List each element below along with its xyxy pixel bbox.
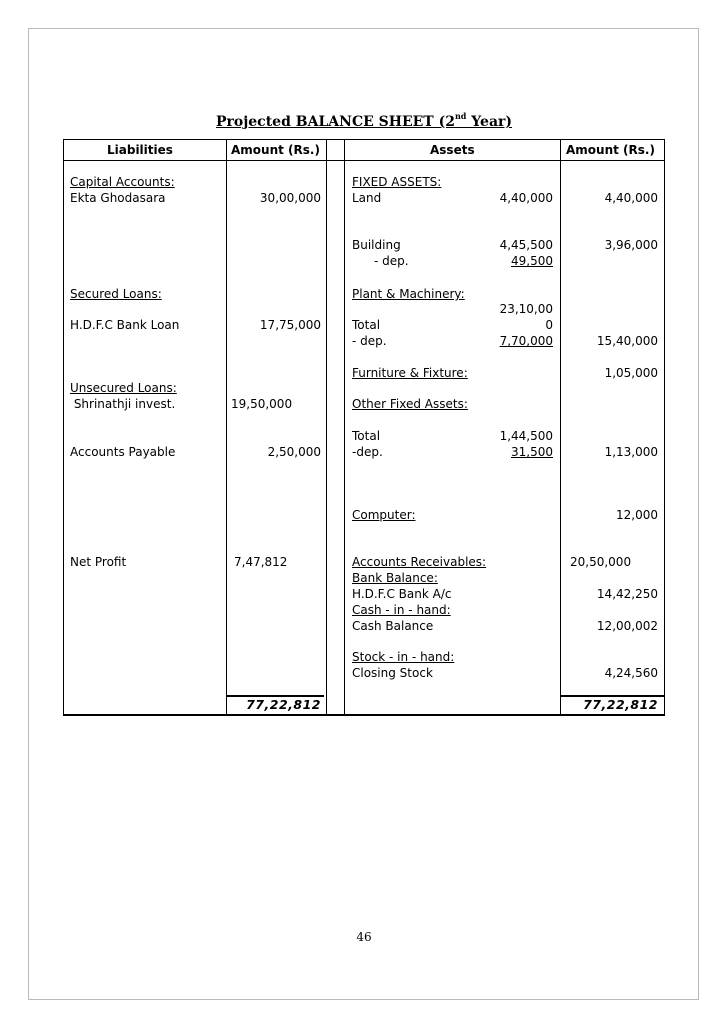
- receivables-heading: Accounts Receivables:: [352, 555, 487, 569]
- stock-label: Closing Stock: [352, 666, 433, 680]
- col-divider-1: [226, 139, 227, 716]
- payable-amount: 2,50,000: [267, 445, 321, 459]
- table-bottom-rule: [63, 714, 665, 716]
- col-divider-2: [326, 139, 327, 716]
- liabilities-total: 77,22,812: [246, 697, 321, 712]
- other-amount: 1,13,000: [604, 445, 658, 459]
- building-amount: 3,96,000: [604, 238, 658, 252]
- assets-total: 77,22,812: [583, 697, 658, 712]
- fixed-assets-heading: FIXED ASSETS:: [352, 175, 442, 189]
- furniture-heading: Furniture & Fixture:: [352, 366, 468, 380]
- capital-heading: Capital Accounts:: [70, 175, 175, 189]
- stock-amount: 4,24,560: [604, 666, 658, 680]
- cash-heading: Cash - in - hand:: [352, 603, 451, 617]
- cash-amount: 12,00,002: [596, 619, 658, 633]
- balance-sheet-table: [63, 139, 665, 716]
- bank-amount: 14,42,250: [596, 587, 658, 601]
- page-number: 46: [356, 930, 372, 944]
- computer-amount: 12,000: [616, 508, 658, 522]
- unsecured-amount: 19,50,000: [231, 397, 293, 411]
- profit-amount: 7,47,812: [234, 555, 288, 569]
- other-total-label: Total: [352, 429, 381, 443]
- plant-amount: 15,40,000: [596, 334, 658, 348]
- plant-value: 23,10,00: [499, 302, 553, 316]
- plant-dep-label: - dep.: [352, 334, 387, 348]
- header-amount-left: Amount (Rs.): [231, 143, 320, 157]
- secured-name: H.D.F.C Bank Loan: [70, 318, 180, 332]
- plant-total-label: Total: [352, 318, 381, 332]
- page-title: Projected BALANCE SHEET (2nd Year): [215, 111, 513, 130]
- other-heading: Other Fixed Assets:: [352, 397, 468, 411]
- table-right-rule: [664, 139, 665, 716]
- col-divider-3: [344, 139, 345, 716]
- unsecured-name: Shrinathji invest.: [70, 397, 176, 411]
- building-dep-label: - dep.: [374, 254, 409, 268]
- header-assets: Assets: [430, 143, 475, 157]
- furniture-amount: 1,05,000: [604, 366, 658, 380]
- computer-heading: Computer:: [352, 508, 416, 522]
- building-label: Building: [352, 238, 401, 252]
- secured-amount: 17,75,000: [259, 318, 321, 332]
- stock-heading: Stock - in - hand:: [352, 650, 455, 664]
- other-dep: 31,500: [511, 445, 553, 459]
- table-top-rule: [63, 139, 665, 140]
- land-amount: 4,40,000: [604, 191, 658, 205]
- land-sub: 4,40,000: [499, 191, 553, 205]
- capital-name: Ekta Ghodasara: [70, 191, 166, 205]
- profit-name: Net Profit: [70, 555, 127, 569]
- capital-amount: 30,00,000: [259, 191, 321, 205]
- header-bottom-rule: [63, 160, 665, 161]
- plant-dep: 7,70,000: [499, 334, 553, 348]
- building-dep: 49,500: [511, 254, 553, 268]
- table-left-rule: [63, 139, 64, 716]
- header-amount-right: Amount (Rs.): [566, 143, 655, 157]
- plant-total-value: 0: [545, 318, 553, 332]
- receivables-amount: 20,50,000: [570, 555, 632, 569]
- bank-label: H.D.F.C Bank A/c: [352, 587, 452, 601]
- header-liabilities: Liabilities: [107, 143, 173, 157]
- cash-label: Cash Balance: [352, 619, 434, 633]
- payable-name: Accounts Payable: [70, 445, 176, 459]
- building-sub: 4,45,500: [499, 238, 553, 252]
- bank-heading: Bank Balance:: [352, 571, 438, 585]
- other-total-value: 1,44,500: [499, 429, 553, 443]
- unsecured-heading: Unsecured Loans:: [70, 381, 177, 395]
- secured-heading: Secured Loans:: [70, 287, 162, 301]
- land-label: Land: [352, 191, 382, 205]
- other-dep-label: -dep.: [352, 445, 383, 459]
- plant-heading: Plant & Machinery:: [352, 287, 465, 301]
